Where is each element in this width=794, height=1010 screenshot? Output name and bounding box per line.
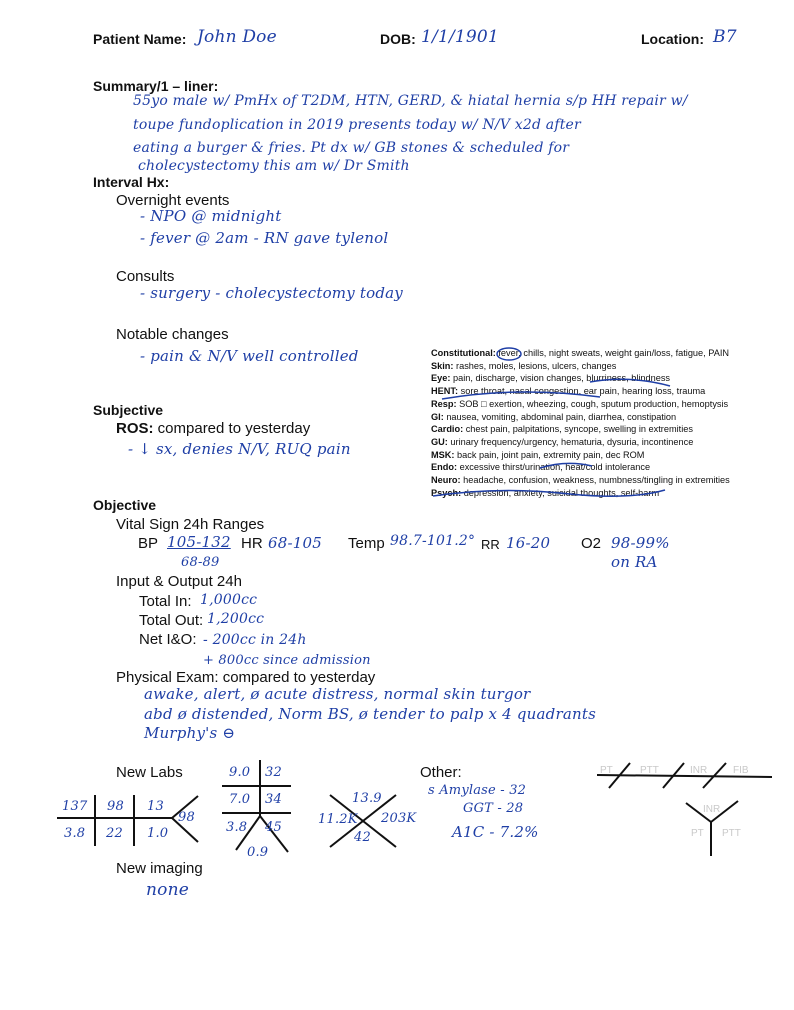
ros-row-resp: Resp: SOB □ exertion, wheezing, cough, sputum production, hemoptysis	[431, 398, 729, 409]
ros-row-msk: MSK: back pain, joint pain, extremity pain, dec ROM	[431, 449, 645, 460]
svg-text:PTT: PTT	[722, 828, 741, 839]
other-lab-item[interactable]: GGT - 28	[463, 801, 524, 816]
patient-name-value[interactable]: John Doe	[197, 27, 277, 47]
ros-row-gi: GI: nausea, vomiting, abdominal pain, diarrhea, constipation	[431, 411, 677, 422]
bp-value-2[interactable]: 68-89	[181, 555, 220, 570]
ros-row-gu: GU: urinary frequency/urgency, hematuria, dysuria, incontinence	[431, 436, 694, 447]
pe-line[interactable]: awake, alert, ø acute distress, normal skin turgor	[144, 685, 531, 703]
ros-row-cardio: Cardio: chest pain, palpitations, syncope, swelling in extremities	[431, 424, 693, 435]
pe-line[interactable]: Murphy's ⊖	[144, 724, 236, 742]
ros-row-hent: HENT: sore throat, nasal congestion, ear pain, hearing loss, trauma	[431, 386, 706, 397]
ros-row-eye: Eye: pain, discharge, vision changes, blurriness, blindness	[431, 373, 671, 384]
lab-lft-4[interactable]: 34	[265, 792, 282, 807]
total-in-value[interactable]: 1,000cc	[200, 592, 258, 608]
lab-lft-2[interactable]: 32	[265, 765, 282, 780]
temp-label: Temp	[348, 535, 385, 552]
pe-compare: Physical Exam: compared to yesterday	[116, 669, 376, 686]
ros-row-psych: Psych: depression, anxiety, suicidal thoughts, self-harm	[431, 487, 660, 498]
summary-line[interactable]: 55yo male w/ PmHx of T2DM, HTN, GERD, & hiatal hernia s/p HH repair w/	[133, 93, 688, 109]
location-value[interactable]: B7	[713, 27, 737, 47]
lab-cl[interactable]: 98	[107, 799, 124, 814]
lab-lft-1[interactable]: 9.0	[229, 765, 251, 780]
lab-lft-7[interactable]: 0.9	[247, 845, 269, 860]
svg-text:PT: PT	[691, 828, 704, 839]
overnight-item[interactable]: - NPO @ midnight	[140, 207, 282, 225]
bp-value[interactable]: 105-132	[167, 533, 231, 551]
svg-text:INR: INR	[690, 765, 708, 776]
consults-item[interactable]: - surgery - cholecystectomy today	[140, 284, 403, 302]
ros-note[interactable]: - ↓ sx, denies N/V, RUQ pain	[128, 440, 351, 458]
lab-bun[interactable]: 13	[147, 799, 164, 814]
summary-line[interactable]: toupe fundoplication in 2019 presents today w/ N/V x2d after	[133, 117, 581, 133]
new-imaging-value[interactable]: none	[146, 880, 189, 900]
lab-wbc[interactable]: 11.2K	[318, 812, 358, 827]
dob-label: DOB:	[380, 31, 416, 47]
o2-label: O2	[581, 535, 602, 552]
location-label: Location:	[641, 31, 704, 47]
svg-text:PTT: PTT	[640, 765, 659, 776]
dob-value[interactable]: 1/1/1901	[421, 27, 499, 47]
ros-compare: ROS: compared to yesterday	[116, 420, 311, 437]
hr-label: HR	[241, 535, 263, 552]
new-labs-label: New Labs	[116, 764, 183, 781]
lab-hgb[interactable]: 13.9	[352, 791, 382, 806]
rr-label: RR	[481, 537, 500, 552]
other-lab-item[interactable]: s Amylase - 32	[428, 783, 527, 798]
notable-label: Notable changes	[116, 326, 229, 343]
temp-value[interactable]: 98.7-101.2°	[390, 533, 476, 549]
lab-na[interactable]: 137	[62, 799, 88, 814]
interval-heading: Interval Hx:	[93, 174, 170, 190]
consults-label: Consults	[116, 268, 175, 285]
total-out-value[interactable]: 1,200cc	[207, 611, 265, 627]
lab-cr[interactable]: 1.0	[147, 826, 169, 841]
overnight-label: Overnight events	[116, 192, 230, 209]
overnight-item[interactable]: - fever @ 2am - RN gave tylenol	[140, 229, 389, 247]
summary-line[interactable]: eating a burger & fries. Pt dx w/ GB stones & scheduled for	[133, 140, 570, 156]
bp-label: BP	[138, 535, 159, 552]
lab-lft-3[interactable]: 7.0	[229, 792, 251, 807]
new-imaging-label: New imaging	[116, 860, 203, 877]
other-labs-label: Other:	[420, 764, 462, 781]
ros-handwritten-marks	[433, 348, 670, 496]
ros-row-neuro: Neuro: headache, confusion, weakness, numbness/tingling in extremities	[431, 475, 730, 486]
lab-glucose[interactable]: 98	[178, 810, 195, 825]
coag-template-lines	[597, 763, 772, 856]
lab-co2[interactable]: 22	[106, 826, 123, 841]
o2-value-2[interactable]: on RA	[611, 553, 658, 571]
svg-text:PT: PT	[600, 765, 613, 776]
lab-hct[interactable]: 42	[354, 830, 371, 845]
pe-line[interactable]: abd ø distended, Norm BS, ø tender to palp x 4 quadrants	[144, 705, 596, 723]
summary-line[interactable]: cholecystectomy this am w/ Dr Smith	[138, 158, 410, 174]
lab-k[interactable]: 3.8	[64, 826, 86, 841]
lab-plt[interactable]: 203K	[381, 811, 417, 826]
ros-row-skin: Skin: rashes, moles, lesions, ulcers, changes	[431, 360, 617, 371]
vitals-label: Vital Sign 24h Ranges	[116, 516, 265, 533]
net-io-value-2[interactable]: + 800cc since admission	[203, 653, 371, 668]
ros-row-constitutional: Constitutional: fever, chills, night sweats, weight gain/loss, fatigue, PAIN	[431, 348, 730, 358]
io-label: Input & Output 24h	[116, 573, 242, 590]
subjective-heading: Subjective	[93, 402, 164, 418]
other-lab-item[interactable]: A1C - 7.2%	[452, 823, 539, 841]
svg-text:INR: INR	[703, 804, 721, 815]
hr-value[interactable]: 68-105	[268, 534, 322, 552]
svg-text:FIB: FIB	[733, 765, 749, 776]
rr-value[interactable]: 16-20	[506, 534, 551, 552]
o2-value[interactable]: 98-99%	[611, 534, 670, 552]
total-out-label: Total Out:	[139, 612, 204, 629]
lab-lft-5[interactable]: 3.8	[226, 820, 248, 835]
ros-row-endo: Endo: excessive thirst/urination, heat/cold intolerance	[431, 462, 651, 473]
notable-item[interactable]: - pain & N/V well controlled	[140, 347, 359, 365]
net-io-value[interactable]: - 200cc in 24h	[203, 632, 307, 648]
total-in-label: Total In:	[139, 593, 192, 610]
lab-lft-6[interactable]: 45	[265, 820, 282, 835]
summary-heading: Summary/1 – liner:	[93, 78, 219, 94]
objective-heading: Objective	[93, 497, 157, 513]
net-io-label: Net I&O:	[139, 631, 197, 648]
patient-name-label: Patient Name:	[93, 31, 187, 47]
